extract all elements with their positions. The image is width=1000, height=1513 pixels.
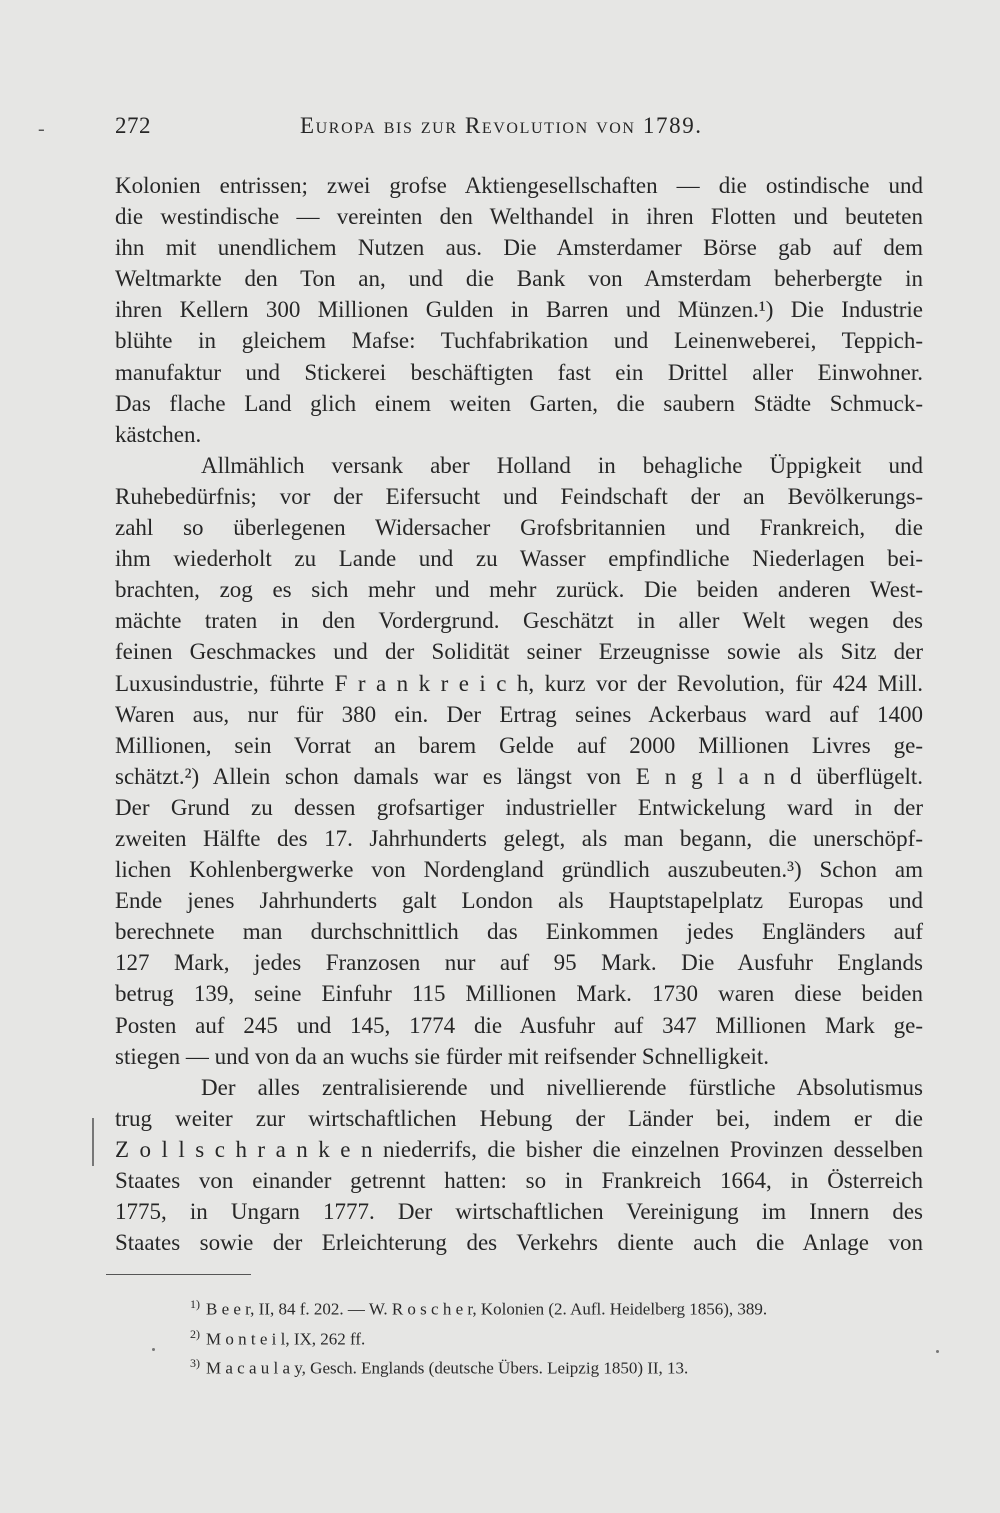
body-text — [115, 170, 923, 1258]
footnote — [190, 1322, 910, 1352]
text-line: schätzt.²) Allein schon damals war es längst von E n g l a n d überflügelt. — [115, 763, 923, 789]
footnote-separator — [106, 1274, 251, 1275]
paper-speck — [152, 1348, 155, 1351]
text-line: mächte traten in den Vordergrund. Geschätzt in aller Welt wegen des — [115, 608, 923, 634]
text-line: ihn mit unendlichem Nutzen aus. Die Amsterdamer Börse gab auf dem — [115, 235, 923, 261]
text-line: 127 Mark, jedes Franzosen nur auf 95 Mark. Die Ausfuhr Englands — [115, 950, 923, 976]
text-line: Staates sowie der Erleichterung des Verkehrs diente auch die Anlage von — [115, 1230, 923, 1256]
paragraph-start-line: Allmählich versank aber Holland in behagliche Üppigkeit und — [201, 452, 923, 478]
text-line: zahl so überlegenen Widersacher Grofsbritannien und Frankreich, die — [115, 515, 923, 541]
footnote-text: M o n t e i l, IX, 262 ff. — [206, 1329, 366, 1349]
footnote-marker: 2) — [190, 1326, 200, 1341]
text-line: zweiten Hälfte des 17. Jahrhunderts gelegt, als man begann, die unerschöpf- — [115, 825, 923, 851]
running-title: Europa bis zur Revolution von 1789. — [300, 113, 703, 138]
footnote — [190, 1292, 910, 1322]
text-line: 1775, in Ungarn 1777. Der wirtschaftlichen Vereinigung im Innern des — [115, 1199, 923, 1225]
paper-speck — [936, 1350, 939, 1353]
text-line: Staates von einander getrennt hatten: so in Frankreich 1664, in Österreich — [115, 1168, 923, 1193]
footnote-text: M a c a u l a y, Gesch. Englands (deutsche Übers. Leipzig 1850) II, 13. — [206, 1358, 689, 1378]
text-line: Waren aus, nur für 380 ein. Der Ertrag seines Ackerbaus ward auf 1400 — [115, 701, 923, 727]
text-line: Das flache Land glich einem weiten Garten, die saubern Städte Schmuck- — [115, 390, 923, 416]
text-line: Ende jenes Jahrhunderts galt London als Hauptstapelplatz Europas und — [115, 888, 923, 914]
text-line: ihm wiederholt zu Lande und zu Wasser empfindliche Niederlagen bei- — [115, 546, 923, 572]
text-line: betrug 139, seine Einfuhr 115 Millionen Mark. 1730 waren diese beiden — [115, 981, 923, 1007]
text-line: feinen Geschmackes und der Solidität seiner Erzeugnisse sowie als Sitz der — [115, 639, 923, 665]
text-line: Weltmarkte den Ton an, und die Bank von Amsterdam beherbergte in — [115, 266, 923, 292]
text-line: Posten auf 245 und 145, 1774 die Ausfuhr auf 347 Millionen Mark ge- — [115, 1012, 923, 1038]
text-line: lichen Kohlenbergwerke von Nordengland gründlich auszubeuten.³) Schon am — [115, 857, 923, 883]
text-line: blühte in gleichem Mafse: Tuchfabrikation und Leinenweberei, Teppich- — [115, 328, 923, 354]
text-line: Der Grund zu dessen grofsartiger industrieller Entwickelung ward in der — [115, 794, 923, 820]
paragraph-start-line: Der alles zentralisierende und nivellierende fürstliche Absolutismus — [201, 1074, 923, 1100]
text-line: berechnete man durchschnittlich das Einkommen jedes Engländers auf — [115, 919, 923, 945]
footnote-marker: 3) — [190, 1356, 200, 1371]
text-line: Millionen, sein Vorrat an barem Gelde auf 2000 Millionen Livres ge- — [115, 732, 923, 758]
footnote-text: B e e r, II, 84 f. 202. — W. R o s c h e r, Kolonien (2. Aufl. Heidelberg 1856), 389. — [206, 1299, 768, 1319]
page-number: 272 — [115, 113, 151, 138]
text-line: ihren Kellern 300 Millionen Gulden in Barren und Münzen.¹) Die Industrie — [115, 297, 923, 323]
margin-line-mark — [92, 1118, 94, 1166]
text-line: brachten, zog es sich mehr und mehr zurück. Die beiden anderen West- — [115, 577, 923, 603]
text-line: manufaktur und Stickerei beschäftigten fast ein Drittel aller Einwohner. — [115, 359, 923, 385]
footnote — [190, 1351, 910, 1381]
page-header — [115, 113, 923, 153]
footnotes — [190, 1292, 910, 1381]
text-line: Ruhebedürfnis; vor der Eifersucht und Feindschaft der an Bevölkerungs- — [115, 483, 923, 509]
text-line: Z o l l s c h r a n k e n niederrifs, die bisher die einzelnen Provinzen desselben — [115, 1136, 923, 1162]
footnote-marker: 1) — [190, 1297, 200, 1311]
text-line: trug weiter zur wirtschaftlichen Hebung der Länder bei, indem er die — [115, 1105, 923, 1131]
text-line: kästchen. — [115, 421, 202, 447]
text-line: Kolonien entrissen; zwei grofse Aktiengesellschaften — die ostindische und — [115, 173, 923, 198]
margin-mark: - — [38, 118, 45, 140]
text-line: die westindische — vereinten den Welthandel in ihren Flotten und beuteten — [115, 204, 923, 230]
text-line: Luxusindustrie, führte F r a n k r e i c h, kurz vor der Revolution, für 424 Mill. — [115, 670, 923, 696]
text-line: stiegen — und von da an wuchs sie fürder mit reifsender Schnelligkeit. — [115, 1043, 770, 1069]
